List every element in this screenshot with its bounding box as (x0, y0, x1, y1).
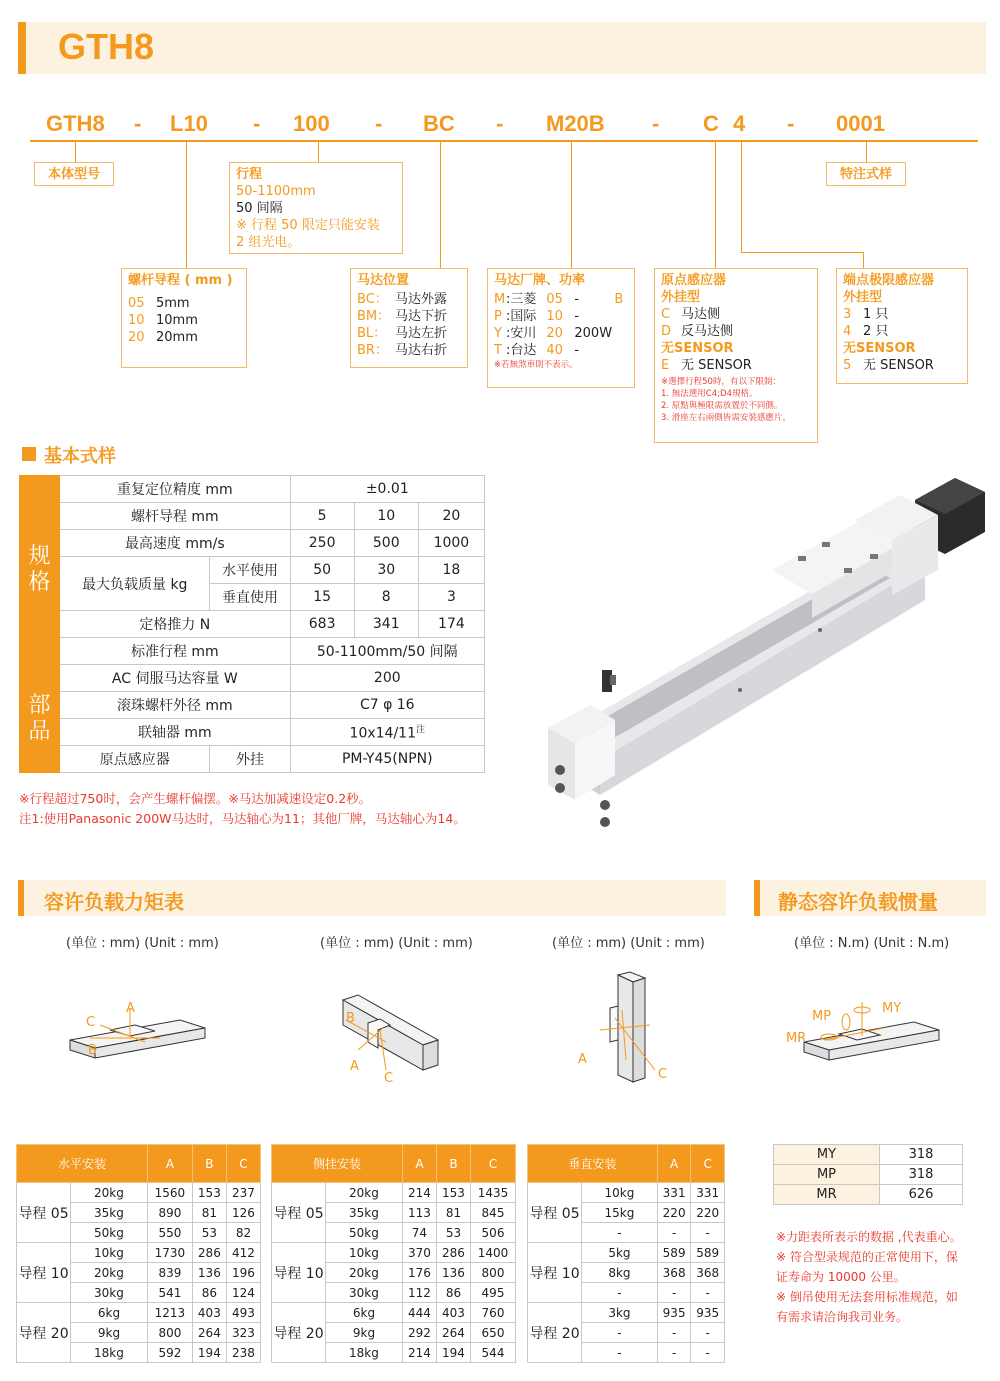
table-cell: - (582, 1323, 658, 1343)
motor-brand-row: P :国际 10 - (494, 309, 580, 324)
spec-note-2: 注1:使用Panasonic 200W马达时，马达轴心为11；其他厂牌，马达轴心为14。 (19, 811, 466, 826)
side-load-table (271, 1144, 516, 1363)
table-cell: - (691, 1223, 725, 1243)
table-cell: 890 (147, 1203, 192, 1223)
inertia-key: MY (774, 1145, 880, 1165)
body-model-box (34, 162, 114, 186)
spec-value: 341 (354, 611, 418, 638)
table-header: 垂直安装 (528, 1145, 658, 1183)
horizontal-load-table (16, 1144, 261, 1363)
code-sep: - (787, 111, 795, 136)
table-cell: 53 (192, 1223, 226, 1243)
table-cell: 412 (226, 1243, 260, 1263)
connector (318, 142, 319, 162)
table-header: C (226, 1145, 260, 1183)
group-label: 导程 10 (17, 1243, 71, 1303)
motor-position-row: BC： 马达外露 (357, 292, 448, 307)
connector (715, 142, 716, 268)
label-c: C (384, 1071, 394, 1086)
table-cell: 112 (402, 1283, 436, 1303)
spec-note-1: ※行程超过750时，会产生螺杆偏摆。※马达加减速设定0.2秒。 (19, 791, 372, 806)
table-cell: 286 (192, 1243, 226, 1263)
table-cell: 113 (402, 1203, 436, 1223)
moment-section-title: 容许负载力矩表 (44, 890, 184, 914)
spec-value: 200 (290, 665, 484, 692)
table-cell: 368 (657, 1263, 691, 1283)
spec-value: 683 (290, 611, 354, 638)
code-sep: - (375, 111, 383, 136)
motor-brand-row: Y :安川 20 200W (494, 326, 613, 341)
label-c: C (658, 1067, 668, 1082)
label-a: A (578, 1052, 587, 1067)
spec-section-title: 基本式样 (44, 446, 116, 467)
motor-position-title: 马达位置 (357, 273, 410, 288)
inertia-key: MP (774, 1165, 880, 1185)
table-cell: 5kg (582, 1243, 658, 1263)
motor-brand-row: M:三菱 05 - B (494, 292, 624, 307)
limit-title: 端点极限感应器 (843, 273, 935, 288)
spec-group-label: 规格 (20, 476, 60, 665)
table-cell: 1213 (147, 1303, 192, 1323)
page-title: GTH8 (58, 26, 155, 67)
table-header: 水平安装 (17, 1145, 148, 1183)
table-cell: 50kg (326, 1223, 403, 1243)
table-cell: - (691, 1283, 725, 1303)
spec-value: 30 (354, 557, 418, 584)
limit-row: 5 无 SENSOR (843, 358, 934, 373)
table-cell: 10kg (582, 1183, 658, 1203)
spec-label: 螺杆导程 mm (60, 503, 290, 530)
group-label: 导程 10 (272, 1243, 326, 1303)
inertia-section-title: 静态容许负载惯量 (778, 890, 938, 914)
table-cell: 1400 (471, 1243, 516, 1263)
table-cell: 220 (657, 1203, 691, 1223)
spec-sublabel: 水平使用 (210, 557, 290, 584)
table-cell: 214 (402, 1343, 436, 1363)
table-cell: 286 (436, 1243, 470, 1263)
code-origin: C (703, 111, 719, 136)
spec-label: AC 伺服马达容量 W (60, 665, 290, 692)
origin-row: C 马达侧 (661, 307, 721, 322)
table-cell: - (657, 1283, 691, 1303)
origin-row: E 无 SENSOR (661, 358, 752, 373)
spec-sublabel: 外挂 (210, 746, 290, 773)
table-cell: 368 (691, 1263, 725, 1283)
table-cell: 444 (402, 1303, 436, 1323)
table-cell: 74 (402, 1223, 436, 1243)
spec-value: ±0.01 (290, 476, 484, 503)
lead-title: 螺杆导程 ( mm ) (128, 273, 233, 288)
connector (571, 142, 572, 268)
table-cell: 18kg (326, 1343, 403, 1363)
stroke-note-2: 2 组光电。 (236, 235, 301, 250)
table-cell: 9kg (326, 1323, 403, 1343)
side-mount-diagram (338, 990, 448, 1090)
spec-value: 15 (290, 584, 354, 611)
table-cell: 935 (657, 1303, 691, 1323)
table-cell: 6kg (71, 1303, 148, 1323)
label-b: B (88, 1043, 97, 1058)
table-cell: 86 (192, 1283, 226, 1303)
table-cell: 15kg (582, 1203, 658, 1223)
label-my: MY (882, 1001, 902, 1016)
table-cell: - (582, 1283, 658, 1303)
table-cell: - (582, 1223, 658, 1243)
table-cell: 403 (192, 1303, 226, 1323)
code-stroke: 100 (293, 111, 330, 136)
table-cell: - (691, 1343, 725, 1363)
connector (863, 252, 864, 268)
table-cell: 1435 (471, 1183, 516, 1203)
table-header: A (147, 1145, 192, 1183)
motor-position-box (350, 268, 468, 368)
spec-group-label: 部品 (20, 665, 60, 773)
spec-value: 50 (290, 557, 354, 584)
inertia-value: 626 (880, 1185, 963, 1205)
vertical-load-table (527, 1144, 725, 1363)
inertia-key: MR (774, 1185, 880, 1205)
spec-value: C7 φ 16 (290, 692, 484, 719)
label-c: C (86, 1015, 96, 1030)
table-cell: 30kg (71, 1283, 148, 1303)
origin-note: 2. 原點與極限需放置於不同側。 (661, 401, 783, 411)
spec-label: 标准行程 mm (60, 638, 290, 665)
label-b: B (346, 1011, 355, 1026)
table-cell: 370 (402, 1243, 436, 1263)
table-header: C (691, 1145, 725, 1183)
motor-position-row: BM： 马达下折 (357, 309, 448, 324)
label-a: A (126, 1001, 135, 1016)
table-header: 侧挂安装 (272, 1145, 403, 1183)
spec-label: 定格推力 N (60, 611, 290, 638)
code-underline (30, 140, 978, 142)
table-header: A (657, 1145, 691, 1183)
table-header: C (471, 1145, 516, 1183)
table-cell: 800 (147, 1323, 192, 1343)
connector (866, 142, 867, 162)
table-cell: 845 (471, 1203, 516, 1223)
table-cell: 3kg (582, 1303, 658, 1323)
code-lead: L10 (170, 111, 208, 136)
code-sep: - (134, 111, 142, 136)
table-header: B (192, 1145, 226, 1183)
code-sep: - (496, 111, 504, 136)
spec-value: 10 (354, 503, 418, 530)
limit-row: 3 1 只 (843, 307, 889, 322)
table-cell: 126 (226, 1203, 260, 1223)
table-cell: 589 (657, 1243, 691, 1263)
table-cell: 20kg (71, 1183, 148, 1203)
lead-row: 10 10mm (128, 313, 198, 328)
table-cell: 50kg (71, 1223, 148, 1243)
table-cell: 20kg (326, 1263, 403, 1283)
table-cell: 8kg (582, 1263, 658, 1283)
table-cell: 35kg (326, 1203, 403, 1223)
origin-sub-external: 外挂型 (661, 290, 701, 305)
inertia-value: 318 (880, 1165, 963, 1185)
table-cell: 30kg (326, 1283, 403, 1303)
table-header: B (436, 1145, 470, 1183)
limit-sub-external: 外挂型 (843, 290, 883, 305)
side-note: ※ 符合型录规范的正常使用下，保 (776, 1250, 958, 1264)
table-cell: 331 (691, 1183, 725, 1203)
section-accent (18, 880, 24, 916)
table-cell: - (657, 1343, 691, 1363)
origin-note: 3. 滑座左右兩側皆需安裝感應片。 (661, 413, 791, 423)
table-cell: 650 (471, 1323, 516, 1343)
table-cell: 220 (691, 1203, 725, 1223)
table-cell: 237 (226, 1183, 260, 1203)
table-cell: 331 (657, 1183, 691, 1203)
table-cell: 264 (192, 1323, 226, 1343)
stroke-note-1: ※ 行程 50 限定只能安装 (236, 218, 380, 233)
table-cell: 10kg (71, 1243, 148, 1263)
spec-label: 联轴器 mm (60, 719, 290, 746)
code-limit: 4 (733, 111, 746, 136)
spec-value: 50-1100mm/50 间隔 (290, 638, 484, 665)
group-label: 导程 10 (528, 1243, 582, 1303)
stroke-interval: 50 间隔 (236, 201, 283, 216)
special-label: 特注式样 (839, 167, 892, 182)
code-sep: - (253, 111, 261, 136)
table-cell: 292 (402, 1323, 436, 1343)
side-note: ※ 倒吊使用无法套用标准规范，如 (776, 1290, 958, 1304)
table-cell: 493 (226, 1303, 260, 1323)
code-sep: - (652, 111, 660, 136)
motor-brand-note: ※若無煞車則不表示。 (494, 360, 578, 370)
table-cell: 589 (691, 1243, 725, 1263)
motor-brand-box (487, 268, 635, 388)
code-motor: M20B (546, 111, 605, 136)
table-cell: 238 (226, 1343, 260, 1363)
table-cell: 20kg (326, 1183, 403, 1203)
spec-label: 最大负载质量 kg (60, 557, 210, 611)
table-cell: 323 (226, 1323, 260, 1343)
motor-position-row: BL： 马达左折 (357, 326, 448, 341)
origin-sensor-box (654, 268, 818, 443)
special-box (826, 162, 906, 186)
origin-title: 原点感应器 (661, 273, 727, 288)
stroke-range: 50-1100mm (236, 184, 316, 199)
inertia-diagram (784, 992, 954, 1072)
spec-value: 500 (354, 530, 418, 557)
label-mr: MR (786, 1031, 807, 1046)
origin-note: ※選擇行程50時，有以下限制： (661, 377, 781, 387)
spec-value: 1000 (418, 530, 484, 557)
code-special: 0001 (836, 111, 885, 136)
table-cell: 214 (402, 1183, 436, 1203)
table-cell: 6kg (326, 1303, 403, 1323)
group-label: 导程 05 (17, 1183, 71, 1243)
body-model-label: 本体型号 (47, 167, 100, 182)
table-cell: 550 (147, 1223, 192, 1243)
table-cell: 1730 (147, 1243, 192, 1263)
origin-row: D 反马达侧 (661, 324, 734, 339)
table-cell: 86 (436, 1283, 470, 1303)
table-cell: 506 (471, 1223, 516, 1243)
label-mp: MP (812, 1009, 832, 1024)
table-cell: - (582, 1343, 658, 1363)
unit-label: (单位 : mm) (Unit : mm) (320, 936, 473, 951)
side-note: 有需求请洽询我司业务。 (776, 1310, 909, 1324)
unit-label: (单位 : N.m) (Unit : N.m) (794, 936, 950, 951)
table-cell: 495 (471, 1283, 516, 1303)
table-cell: 194 (436, 1343, 470, 1363)
unit-label: (单位 : mm) (Unit : mm) (552, 936, 705, 951)
table-cell: 20kg (71, 1263, 148, 1283)
spec-value: PM-Y45(NPN) (290, 746, 484, 773)
motor-brand-row: T :台达 40 - (494, 343, 580, 358)
limit-row: 4 2 只 (843, 324, 889, 339)
spec-value: 250 (290, 530, 354, 557)
group-label: 导程 20 (17, 1303, 71, 1363)
code-body: GTH8 (46, 111, 105, 136)
group-label: 导程 05 (528, 1183, 582, 1243)
lead-row: 05 5mm (128, 296, 190, 311)
motor-position-row: BR： 马达右折 (357, 343, 448, 358)
table-cell: 35kg (71, 1203, 148, 1223)
label-a: A (350, 1059, 359, 1074)
title-bar (18, 22, 986, 74)
code-motor-pos: BC (423, 111, 455, 136)
side-note: ※力距表所表示的数据 ,代表重心。 (776, 1230, 962, 1244)
table-cell: 541 (147, 1283, 192, 1303)
section-accent (754, 880, 760, 916)
spec-value: 8 (354, 584, 418, 611)
spec-value: 5 (290, 503, 354, 530)
inertia-table (773, 1144, 963, 1205)
table-cell: 403 (436, 1303, 470, 1323)
table-cell: 9kg (71, 1323, 148, 1343)
actuator-illustration (540, 470, 990, 835)
table-cell: 176 (402, 1263, 436, 1283)
spec-label: 重复定位精度 mm (60, 476, 290, 503)
table-cell: 196 (226, 1263, 260, 1283)
unit-label: (单位 : mm) (Unit : mm) (66, 936, 219, 951)
spec-value: $10x14/11^注$ (290, 719, 484, 746)
table-cell: 10kg (326, 1243, 403, 1263)
lead-box (121, 268, 247, 368)
motor-brand-title: 马达厂牌、功率 (494, 273, 586, 288)
spec-value: 20 (418, 503, 484, 530)
table-cell: 935 (691, 1303, 725, 1323)
spec-label: 最高速度 mm/s (60, 530, 290, 557)
table-cell: 53 (436, 1223, 470, 1243)
table-cell: 81 (192, 1203, 226, 1223)
table-cell: 153 (436, 1183, 470, 1203)
table-cell: 82 (226, 1223, 260, 1243)
section-marker (22, 447, 36, 461)
table-cell: 544 (471, 1343, 516, 1363)
connector (75, 142, 76, 162)
vertical-mount-diagram (570, 970, 680, 1085)
connector (741, 142, 742, 252)
table-header: A (402, 1145, 436, 1183)
connector (186, 142, 187, 268)
table-cell: 81 (436, 1203, 470, 1223)
horizontal-mount-diagram (60, 990, 220, 1070)
spec-value: 174 (418, 611, 484, 638)
table-cell: 153 (192, 1183, 226, 1203)
inertia-value: 318 (880, 1145, 963, 1165)
table-cell: 800 (471, 1263, 516, 1283)
spec-label: 原点感应器 (60, 746, 210, 773)
origin-sub-none: 无SENSOR (661, 341, 734, 356)
table-cell: 194 (192, 1343, 226, 1363)
spec-label: 滚珠螺杆外径 mm (60, 692, 290, 719)
side-note: 证寿命为 10000 公里。 (776, 1270, 906, 1284)
table-cell: - (657, 1223, 691, 1243)
origin-note: 1. 無法選用C4;D4規格。 (661, 389, 758, 399)
group-label: 导程 05 (272, 1183, 326, 1243)
table-cell: 839 (147, 1263, 192, 1283)
group-label: 导程 20 (528, 1303, 582, 1363)
stroke-box (229, 162, 403, 254)
table-cell: - (657, 1323, 691, 1343)
table-cell: 136 (192, 1263, 226, 1283)
table-cell: 760 (471, 1303, 516, 1323)
table-cell: 592 (147, 1343, 192, 1363)
spec-table (19, 475, 485, 773)
connector (440, 142, 441, 268)
title-accent (18, 22, 26, 74)
lead-row: 20 20mm (128, 330, 198, 345)
table-cell: 1560 (147, 1183, 192, 1203)
table-cell: 136 (436, 1263, 470, 1283)
table-cell: - (691, 1323, 725, 1343)
limit-sub-none: 无SENSOR (843, 341, 916, 356)
spec-sublabel: 垂直使用 (210, 584, 290, 611)
table-cell: 264 (436, 1323, 470, 1343)
table-cell: 18kg (71, 1343, 148, 1363)
connector (741, 252, 863, 253)
spec-value: 3 (418, 584, 484, 611)
stroke-title: 行程 (236, 167, 263, 182)
limit-sensor-box (836, 268, 968, 384)
group-label: 导程 20 (272, 1303, 326, 1363)
spec-value: 18 (418, 557, 484, 584)
table-cell: 124 (226, 1283, 260, 1303)
